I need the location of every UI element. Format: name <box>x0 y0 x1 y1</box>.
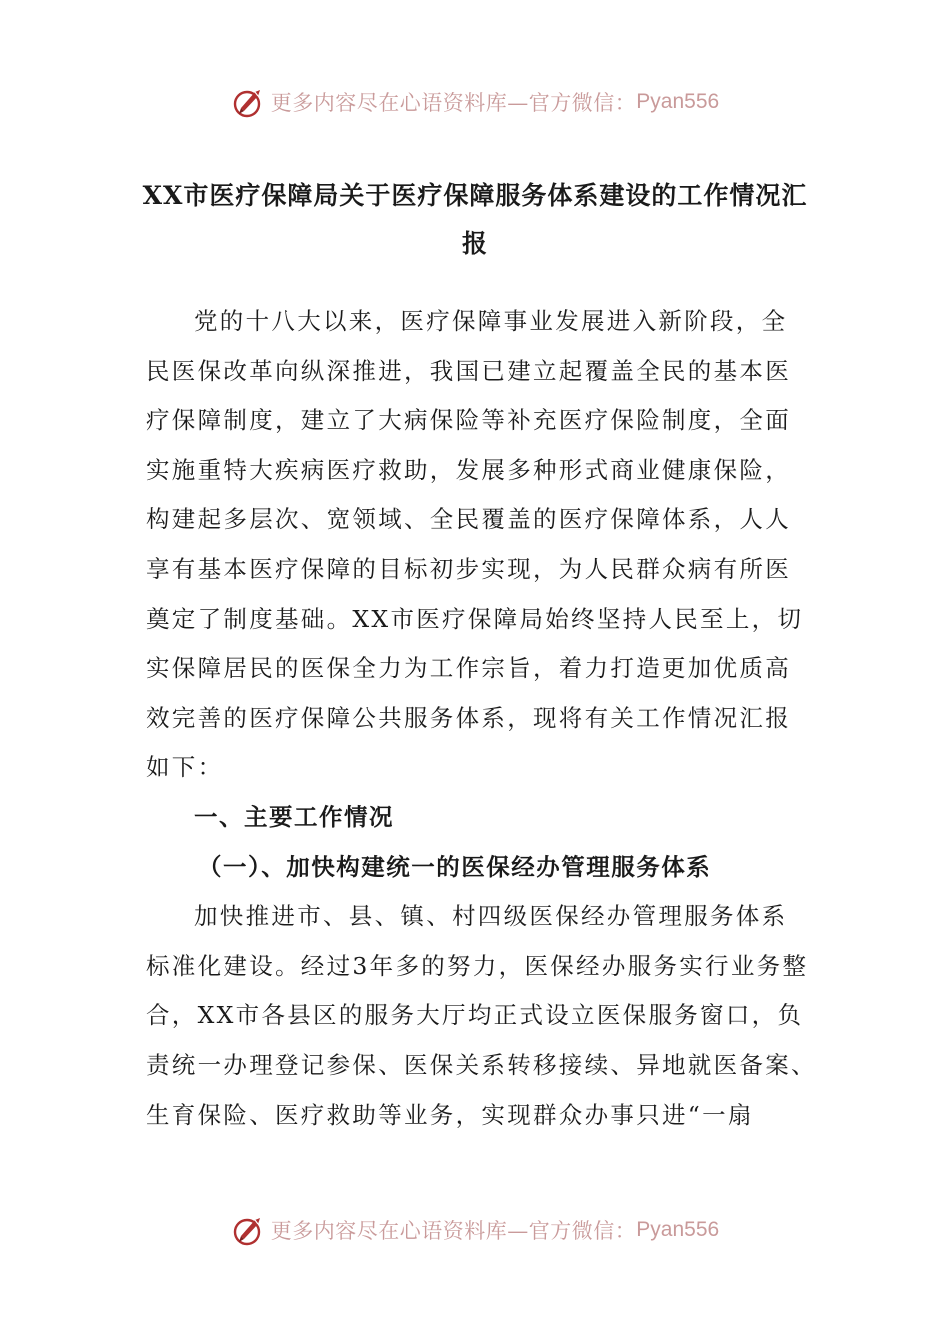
watermark-text: 更多内容尽在心语资料库—官方微信： <box>270 91 637 115</box>
document-body <box>146 297 817 1140</box>
paragraph-line: 效完善的医疗保障公共服务体系，现将有关工作情况汇报 <box>146 703 791 732</box>
subsection-heading: （一）、加快构建统一的医保经办管理服务体系 <box>198 852 712 881</box>
paragraph-line: 生育保险、医疗救助等业务，实现群众办事只进“一扇 <box>146 1100 754 1129</box>
paragraph-line: 奠定了制度基础。XX市医疗保障局始终坚持人民至上，切 <box>146 604 804 633</box>
paragraph-line: 构建起多层次、宽领域、全民覆盖的医疗保障体系，人人 <box>146 505 791 534</box>
paragraph-line: 如下： <box>146 753 224 782</box>
watermark-wechat-id: Pyan556 <box>636 90 720 113</box>
header-watermark <box>0 80 950 124</box>
paragraph-line: 合，XX市各县区的服务大厅均正式设立医保服务窗口，负 <box>146 1001 804 1030</box>
paragraph-line: 责统一办理登记参保、医保关系转移接续、异地就医备案、 <box>146 1050 817 1079</box>
paragraph-line: 实施重特大疾病医疗救助，发展多种形式商业健康保险， <box>146 455 791 484</box>
paragraph-line: 民医保改革向纵深推进，我国已建立起覆盖全民的基本医 <box>146 356 791 385</box>
document-title <box>140 172 810 268</box>
paragraph-line: 疗保障制度，建立了大病保险等补充医疗保险制度，全面 <box>146 406 791 435</box>
paragraph-line: 享有基本医疗保障的目标初步实现，为人民群众病有所医 <box>146 554 791 583</box>
title-line: XX市医疗保障局关于医疗保障服务体系建设的工作情况汇 <box>142 181 808 210</box>
paragraph-line: 实保障居民的医保全力为工作宗旨，着力打造更加优质高 <box>146 654 791 683</box>
title-line: 报 <box>461 229 488 258</box>
pen-nib-icon <box>231 1212 267 1248</box>
paragraph-line: 党的十八大以来，医疗保障事业发展进入新阶段，全 <box>194 307 788 335</box>
paragraph-line: 加快推进市、县、镇、村四级医保经办管理服务体系 <box>194 902 788 931</box>
watermark-text: 更多内容尽在心语资料库—官方微信： <box>270 1219 637 1243</box>
watermark-wechat-id: Pyan556 <box>636 1218 720 1241</box>
pen-nib-icon <box>231 84 267 120</box>
paragraph-line: 标准化建设。经过3年多的努力，医保经办服务实行业务整 <box>146 951 809 980</box>
section-heading: 一、主要工作情况 <box>194 802 394 831</box>
footer-watermark <box>0 1208 950 1252</box>
